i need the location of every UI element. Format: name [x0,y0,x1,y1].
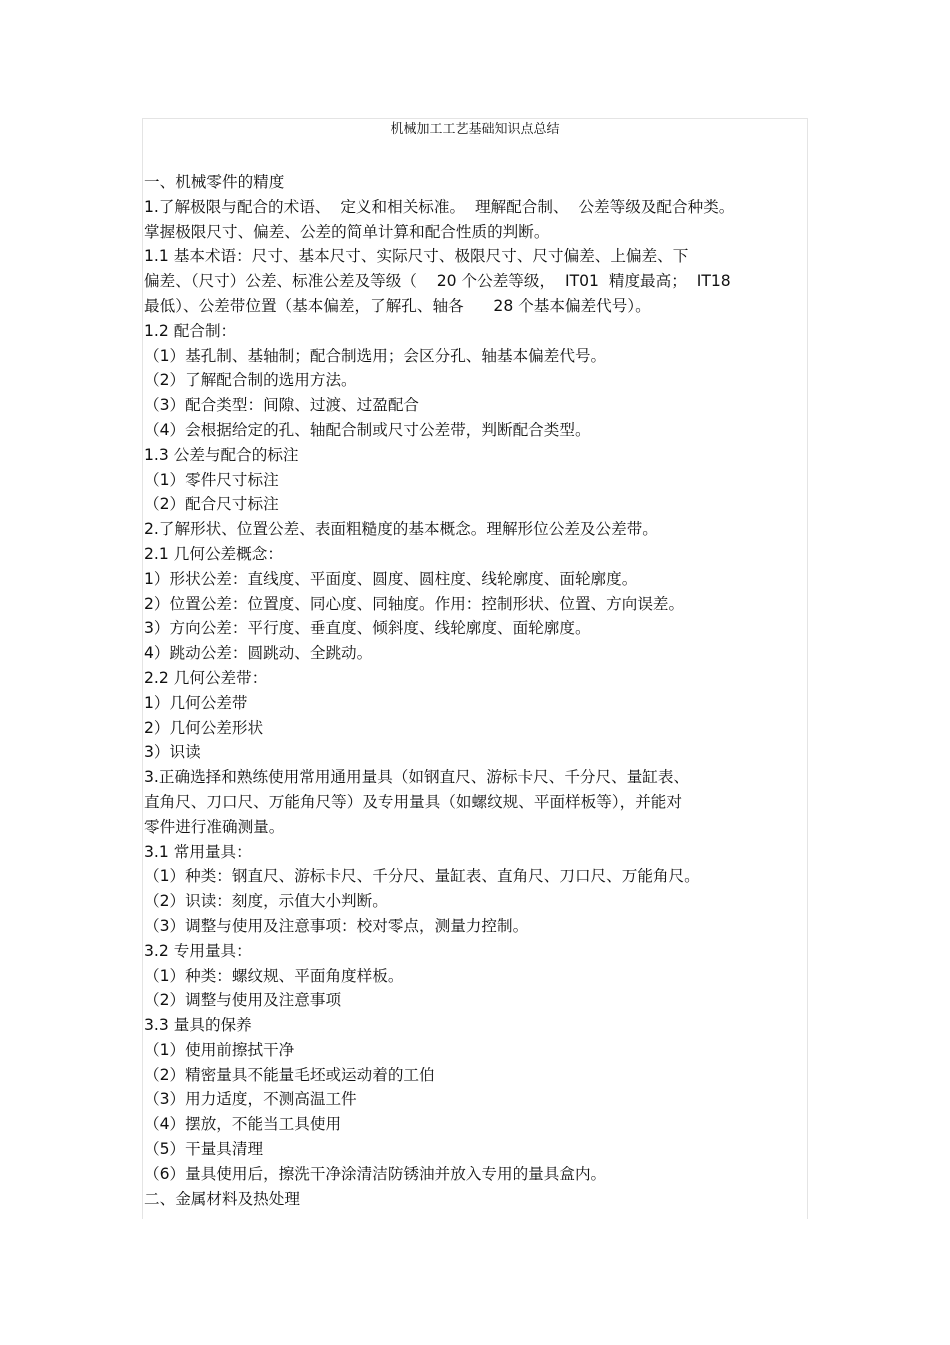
paragraph-line: 最低）、公差带位置（基本偏差，了解孔、轴各 28 个基本偏差代号）。 [144,296,651,315]
paragraph-line: 掌握极限尺寸、偏差、公差的简单计算和配合性质的判断。 [144,222,550,241]
paragraph-line: 3.正确选择和熟练使用常用通用量具（如钢直尺、游标卡尺、千分尺、量缸表、 [144,768,690,787]
list-item: （2）精密量具不能量毛坯或运动着的工伯 [144,1065,435,1084]
paragraph-line: 直角尺、刀口尺、万能角尺等）及专用量具（如螺纹规、平面样板等），并能对 [144,792,682,811]
list-item: （2）配合尺寸标注 [144,495,279,514]
list-item: （6）量具使用后，擦洗干净涂清洁防锈油并放入专用的量具盒内。 [144,1164,607,1183]
list-item: （3）用力适度，不测高温工件 [144,1090,357,1109]
subsection-heading: 1.2 配合制： [144,321,237,340]
paragraph-line: 1.了解极限与配合的术语、 定义和相关标准。 理解配合制、 公差等级及配合种类。 [144,197,735,216]
list-item: （2）调整与使用及注意事项 [144,991,342,1010]
list-item: 1）形状公差：直线度、平面度、圆度、圆柱度、线轮廓度、面轮廓度。 [144,569,638,588]
list-item: 3）方向公差：平行度、垂直度、倾斜度、线轮廓度、面轮廓度。 [144,619,591,638]
list-item: （5）干量具清理 [144,1140,264,1159]
list-item: （1）种类：钢直尺、游标卡尺、千分尺、量缸表、直角尺、刀口尺、万能角尺。 [144,867,700,886]
section-heading: 二、金属材料及热处理 [144,1189,300,1208]
subsection-heading: 3.1 常用量具： [144,842,252,861]
paragraph-line: 偏差、（尺寸）公差、标准公差及等级（ 20 个公差等级， IT01 精度最高； IT18 [144,272,731,291]
list-item: （2）了解配合制的选用方法。 [144,371,357,390]
subsection-heading: 3.3 量具的保养 [144,1016,252,1035]
list-item: 3）识读 [144,743,201,762]
document-body [144,170,808,1211]
list-item: （2）识读：刻度，示值大小判断。 [144,892,388,911]
paragraph-line: 1.1 基本术语：尺寸、基本尺寸、实际尺寸、极限尺寸、尺寸偏差、上偏差、下 [144,247,689,266]
list-item: （3）调整与使用及注意事项：校对零点，测量力控制。 [144,916,529,935]
list-item: 1）几何公差带 [144,693,248,712]
subsection-heading: 3.2 专用量具： [144,941,252,960]
paragraph-line: 2.了解形状、位置公差、表面粗糙度的基本概念。理解形位公差及公差带。 [144,520,658,539]
list-item: （1）零件尺寸标注 [144,470,279,489]
subsection-heading: 2.2 几何公差带： [144,668,268,687]
list-item: （4）摆放，不能当工具使用 [144,1115,342,1134]
list-item: （3）配合类型：间隙、过渡、过盈配合 [144,396,420,415]
list-item: （1）基孔制、基轴制；配合制选用；会区分孔、轴基本偏差代号。 [144,346,607,365]
list-item: （1）使用前擦拭干净 [144,1040,295,1059]
page-title: 机械加工工艺基础知识点总结 [390,122,560,137]
section-heading: 一、机械零件的精度 [144,173,285,191]
list-item: 4）跳动公差：圆跳动、全跳动。 [144,644,373,663]
list-item: （1）种类：螺纹规、平面角度样板。 [144,966,404,985]
list-item: 2）位置公差：位置度、同心度、同轴度。作用：控制形状、位置、方向误差。 [144,594,685,613]
paragraph-line: 零件进行准确测量。 [144,817,285,836]
list-item: 2）几何公差形状 [144,718,264,737]
list-item: （4）会根据给定的孔、轴配合制或尺寸公差带，判断配合类型。 [144,420,591,439]
subsection-heading: 2.1 几何公差概念： [144,544,283,563]
subsection-heading: 1.3 公差与配合的标注 [144,445,299,464]
